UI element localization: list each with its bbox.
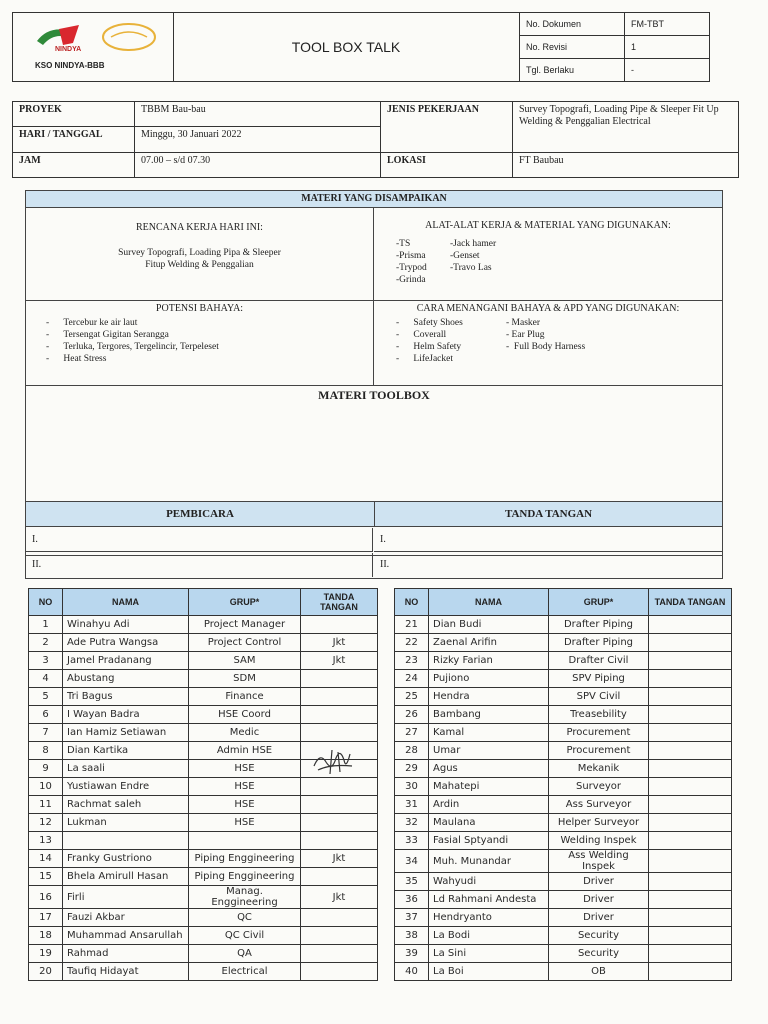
project-row [13,153,739,178]
alat-item: -Prisma [396,251,426,261]
table-row [29,868,378,886]
doc-row [520,13,710,36]
row-name: Wahyudi [429,873,549,891]
table-row [29,886,378,909]
alat-item: -Trypod [396,263,427,273]
row-signature[interactable] [649,778,732,796]
row-group: Drafter Piping [549,634,649,652]
row-number: 35 [395,873,429,891]
table-row [29,945,378,963]
row-number: 1 [29,616,63,634]
rencana-cell [26,208,374,301]
cara-item: - Coverall [396,330,447,340]
row-name: Ian Hamiz Setiawan [63,724,189,742]
row-group: HSE [189,778,301,796]
row-number: 16 [29,886,63,909]
row-group: Medic [189,724,301,742]
row-name: Maulana [429,814,549,832]
row-name: Dian Budi [429,616,549,634]
row-group: SDM [189,670,301,688]
row-name: Dian Kartika [63,742,189,760]
row-group: QA [189,945,301,963]
row-name: La Bodi [429,927,549,945]
col-no: NO [395,589,429,616]
jam-label: JAM [13,153,135,178]
row-name: Zaenal Arifin [429,634,549,652]
table-row [29,706,378,724]
cara-text: Helm Safety [413,342,462,352]
table-row [29,724,378,742]
table-row [395,850,732,873]
row-name: Ade Putra Wangsa [63,634,189,652]
row-signature[interactable] [649,873,732,891]
row-number: 7 [29,724,63,742]
row-number: 21 [395,616,429,634]
table-row [29,909,378,927]
cara-text: Masker [511,318,541,328]
table-row [29,670,378,688]
table-row [395,814,732,832]
project-row [13,102,739,127]
table-row [29,963,378,981]
row-number: 4 [29,670,63,688]
alat-title: ALAT-ALAT KERJA & MATERIAL YANG DIGUNAKAN: [425,220,671,231]
row-number: 39 [395,945,429,963]
logo-subtitle: KSO NINDYA-BBB [35,61,105,70]
row-signature[interactable] [649,909,732,927]
jam-value: 07.00 – s/d 07.30 [135,153,381,178]
col-grup: GRUP* [189,589,301,616]
attendance-body-right [395,616,732,981]
cara-text: Safety Shoes [413,318,463,328]
table-row [29,634,378,652]
row-name: Ardin [429,796,549,814]
doc-label: No. Dokumen [520,13,625,36]
table-row [395,945,732,963]
row-group: Procurement [549,742,649,760]
row-number: 30 [395,778,429,796]
row-signature[interactable] [301,688,378,706]
table-row [29,832,378,850]
row-number: 26 [395,706,429,724]
doc-value: 1 [625,36,710,59]
row-group: SPV Civil [549,688,649,706]
proyek-value: TBBM Bau-bau [135,102,381,127]
row-group [189,832,301,850]
col-grup: GRUP* [549,589,649,616]
row-signature[interactable] [301,868,378,886]
row-group: Surveyor [549,778,649,796]
project-info-table [12,101,739,178]
doc-label: No. Revisi [520,36,625,59]
row-group: Finance [189,688,301,706]
row-group: Manag. Enggineering [189,886,301,909]
jenis-value: Survey Topografi, Loading Pipe & Sleeper Fit Up Welding & Penggalian Electrical [513,102,739,153]
row-group: Ass Welding Inspek [549,850,649,873]
alat-list [450,238,496,274]
row-name [63,832,189,850]
row-signature[interactable] [301,927,378,945]
row-number: 18 [29,927,63,945]
cara-title: CARA MENANGANI BAHAYA & APD YANG DIGUNAKAN: [416,303,680,314]
row-name: La Boi [429,963,549,981]
row-name: Firli [63,886,189,909]
attendance-body-left [29,616,378,981]
row-name: La saali [63,760,189,778]
hari-value: Minggu, 30 Januari 2022 [135,127,381,153]
row-number: 22 [395,634,429,652]
row-group: HSE Coord [189,706,301,724]
table-row [29,778,378,796]
table-header-row [395,589,732,616]
table-row [395,706,732,724]
row-name: Tri Bagus [63,688,189,706]
table-row [29,927,378,945]
table-row [395,963,732,981]
cara-text: Coverall [413,330,447,340]
row-number: 9 [29,760,63,778]
row-name: I Wayan Badra [63,706,189,724]
row-number: 24 [395,670,429,688]
rencana-title: RENCANA KERJA HARI INI: [136,222,263,233]
toolbox-title: MATERI TOOLBOX [318,388,430,402]
row-number: 25 [395,688,429,706]
row-signature[interactable] [301,796,378,814]
row-number: 5 [29,688,63,706]
cara-item: - Ear Plug [506,330,545,340]
col-nama: NAMA [429,589,549,616]
row-signature[interactable] [649,706,732,724]
row-signature[interactable] [301,963,378,981]
row-number: 12 [29,814,63,832]
alat-cell [374,208,722,301]
row-name: Fasial Sptyandi [429,832,549,850]
row-group: Mekanik [549,760,649,778]
cara-cell [374,301,722,386]
cara-text: LifeJacket [413,354,453,364]
row-signature[interactable] [649,891,732,909]
row-name: Pujiono [429,670,549,688]
row-signature[interactable] [301,909,378,927]
lokasi-value: FT Baubau [513,153,739,178]
row-signature[interactable] [649,814,732,832]
rencana-line: Survey Topografi, Loading Pipa & Sleeper [118,248,281,258]
row-number: 36 [395,891,429,909]
potensi-title: POTENSI BAHAYA: [155,303,244,314]
logo-text: NINDYA [55,46,82,53]
pembicara-row[interactable]: I. [26,528,373,552]
table-row [29,814,378,832]
row-signature[interactable] [301,616,378,634]
row-signature[interactable] [649,832,732,850]
table-row [395,724,732,742]
row-number: 15 [29,868,63,886]
row-group: Electrical [189,963,301,981]
table-row [395,927,732,945]
row-group: HSE [189,814,301,832]
tanda-tangan-row[interactable]: I. [374,528,722,552]
tanda-tangan-header: TANDA TANGAN [375,501,722,527]
row-signature[interactable] [649,724,732,742]
row-group: Security [549,927,649,945]
row-group: QC Civil [189,927,301,945]
alat-item: -Travo Las [450,263,492,273]
doc-label: Tgl. Berlaku [520,59,625,82]
row-name: Muhammad Ansarullah [63,927,189,945]
row-group: OB [549,963,649,981]
doc-row [520,36,710,59]
row-signature[interactable]: Jkt [301,652,378,670]
row-number: 28 [395,742,429,760]
table-header-row [29,589,378,616]
table-row [395,670,732,688]
row-signature[interactable] [649,616,732,634]
row-signature[interactable] [301,945,378,963]
row-signature[interactable]: Jkt [301,634,378,652]
row-name: Hendra [429,688,549,706]
row-group: Driver [549,909,649,927]
col-ttd: TANDA TANGAN [649,589,732,616]
row-signature[interactable] [649,850,732,873]
alat-item: -Grinda [396,275,426,285]
alat-list [396,238,427,286]
table-row [29,850,378,868]
row-number: 10 [29,778,63,796]
col-ttd: TANDA TANGAN [301,589,378,616]
doc-row [520,59,710,82]
row-group: SAM [189,652,301,670]
row-group: HSE [189,760,301,778]
cara-item: - Masker [506,318,541,328]
row-name: Lukman [63,814,189,832]
row-group: SPV Piping [549,670,649,688]
row-number: 34 [395,850,429,873]
cara-text: Ear Plug [511,330,545,340]
row-name: Yustiawan Endre [63,778,189,796]
row-signature[interactable] [649,963,732,981]
row-signature[interactable] [649,670,732,688]
signature-icon [310,744,356,778]
table-row [395,891,732,909]
potensi-item: - Heat Stress [46,354,107,364]
table-row [395,688,732,706]
row-signature[interactable]: Jkt [301,850,378,868]
row-number: 23 [395,652,429,670]
row-signature[interactable] [649,652,732,670]
document-header [12,12,710,82]
col-no: NO [29,589,63,616]
potensi-list [46,317,219,365]
doc-value: FM-TBT [625,13,710,36]
row-number: 27 [395,724,429,742]
row-signature[interactable] [649,760,732,778]
row-number: 3 [29,652,63,670]
logo-cell [13,13,174,81]
row-group: Driver [549,891,649,909]
toolbox-area [26,386,722,500]
row-number: 32 [395,814,429,832]
row-group: HSE [189,796,301,814]
row-group: Piping Enggineering [189,868,301,886]
table-row [29,688,378,706]
row-signature[interactable] [301,814,378,832]
row-number: 31 [395,796,429,814]
row-name: Muh. Munandar [429,850,549,873]
jenis-label: JENIS PEKERJAAN [381,102,513,153]
row-signature[interactable]: Jkt [301,886,378,909]
row-number: 11 [29,796,63,814]
doc-value: - [631,65,634,75]
row-group: Driver [549,873,649,891]
cara-text: Full Body Harness [513,342,586,352]
potensi-item: - Tersengat Gigitan Serangga [46,330,169,340]
row-number: 37 [395,909,429,927]
row-signature[interactable] [649,742,732,760]
table-row [29,616,378,634]
attendance-table-left [28,588,378,981]
row-signature[interactable] [649,927,732,945]
table-row [395,832,732,850]
row-name: Hendryanto [429,909,549,927]
row-name: Franky Gustriono [63,850,189,868]
pembicara-header: PEMBICARA [26,501,375,527]
table-row [395,742,732,760]
company-logo-icon [19,19,169,59]
row-name: Kamal [429,724,549,742]
row-name: Taufiq Hidayat [63,963,189,981]
row-name: Agus [429,760,549,778]
rencana-line: Fitup Welding & Penggalian [145,260,254,270]
row-signature[interactable] [649,796,732,814]
row-signature[interactable] [301,778,378,796]
potensi-item: - Tercebur ke air laut [46,318,138,328]
row-group: Security [549,945,649,963]
table-row [395,652,732,670]
row-number: 33 [395,832,429,850]
row-group: Drafter Piping [549,616,649,634]
potensi-cell [26,301,374,386]
row-name: Bambang [429,706,549,724]
materi-band: MATERI YANG DISAMPAIKAN [26,191,722,208]
table-row [395,909,732,927]
row-name: Mahatepi [429,778,549,796]
hari-label: HARI / TANGGAL [13,127,135,153]
row-group: Admin HSE [189,742,301,760]
row-group: Welding Inspek [549,832,649,850]
row-number: 29 [395,760,429,778]
row-number: 38 [395,927,429,945]
row-group: Treasebility [549,706,649,724]
alat-item: -Genset [450,251,480,261]
table-row [395,778,732,796]
row-number: 2 [29,634,63,652]
row-name: Jamel Pradanang [63,652,189,670]
table-row [395,796,732,814]
pembicara-rows [25,528,723,579]
row-signature[interactable] [301,724,378,742]
row-number: 19 [29,945,63,963]
row-name: Bhela Amirull Hasan [63,868,189,886]
col-nama: NAMA [63,589,189,616]
row-name: Fauzi Akbar [63,909,189,927]
row-signature[interactable] [649,945,732,963]
row-signature[interactable] [649,688,732,706]
row-group: Procurement [549,724,649,742]
row-number: 8 [29,742,63,760]
row-group: Project Control [189,634,301,652]
alat-item: -TS [396,239,411,249]
row-number: 13 [29,832,63,850]
potensi-text: Tersengat Gigitan Serangga [63,330,169,340]
cara-list [506,317,585,353]
row-number: 40 [395,963,429,981]
row-group: Project Manager [189,616,301,634]
row-name: Umar [429,742,549,760]
row-signature[interactable] [301,832,378,850]
row-name: Winahyu Adi [63,616,189,634]
attendance-table-right [394,588,732,981]
row-name: Ld Rahmani Andesta [429,891,549,909]
row-signature[interactable] [301,706,378,724]
row-number: 6 [29,706,63,724]
row-signature[interactable] [649,634,732,652]
document-info-table [519,13,709,81]
cara-item: - Full Body Harness [506,342,586,352]
tanda-tangan-row[interactable]: II. [380,559,390,570]
materi-section [25,190,723,556]
row-group: QC [189,909,301,927]
potensi-text: Heat Stress [63,354,107,364]
proyek-label: PROYEK [13,102,135,127]
cara-item: - LifeJacket [396,354,453,364]
table-row [395,616,732,634]
row-signature[interactable] [301,670,378,688]
table-row [395,634,732,652]
row-number: 20 [29,963,63,981]
row-name: Rachmat saleh [63,796,189,814]
row-number: 17 [29,909,63,927]
cara-item: - Safety Shoes [396,318,463,328]
row-name: La Sini [429,945,549,963]
row-group: Piping Enggineering [189,850,301,868]
table-row [29,652,378,670]
row-group: Drafter Civil [549,652,649,670]
row-number: 14 [29,850,63,868]
potensi-text: Terluka, Tergores, Tergelincir, Terpeleset [63,342,219,352]
row-name: Abustang [63,670,189,688]
cara-list [396,317,463,365]
row-name: Rahmad [63,945,189,963]
alat-item: -Jack hamer [450,239,497,249]
cara-item: - Helm Safety [396,342,462,352]
page-title: TOOL BOX TALK [291,39,401,55]
table-row [395,873,732,891]
potensi-item: - Terluka, Tergores, Tergelincir, Terpeleset [46,342,219,352]
lokasi-label: LOKASI [381,153,513,178]
pembicara-row[interactable]: II. [26,553,373,577]
row-name: Rizky Farian [429,652,549,670]
potensi-text: Tercebur ke air laut [63,318,138,328]
table-row [29,796,378,814]
row-group: Helper Surveyor [549,814,649,832]
row-group: Ass Surveyor [549,796,649,814]
table-row [395,760,732,778]
